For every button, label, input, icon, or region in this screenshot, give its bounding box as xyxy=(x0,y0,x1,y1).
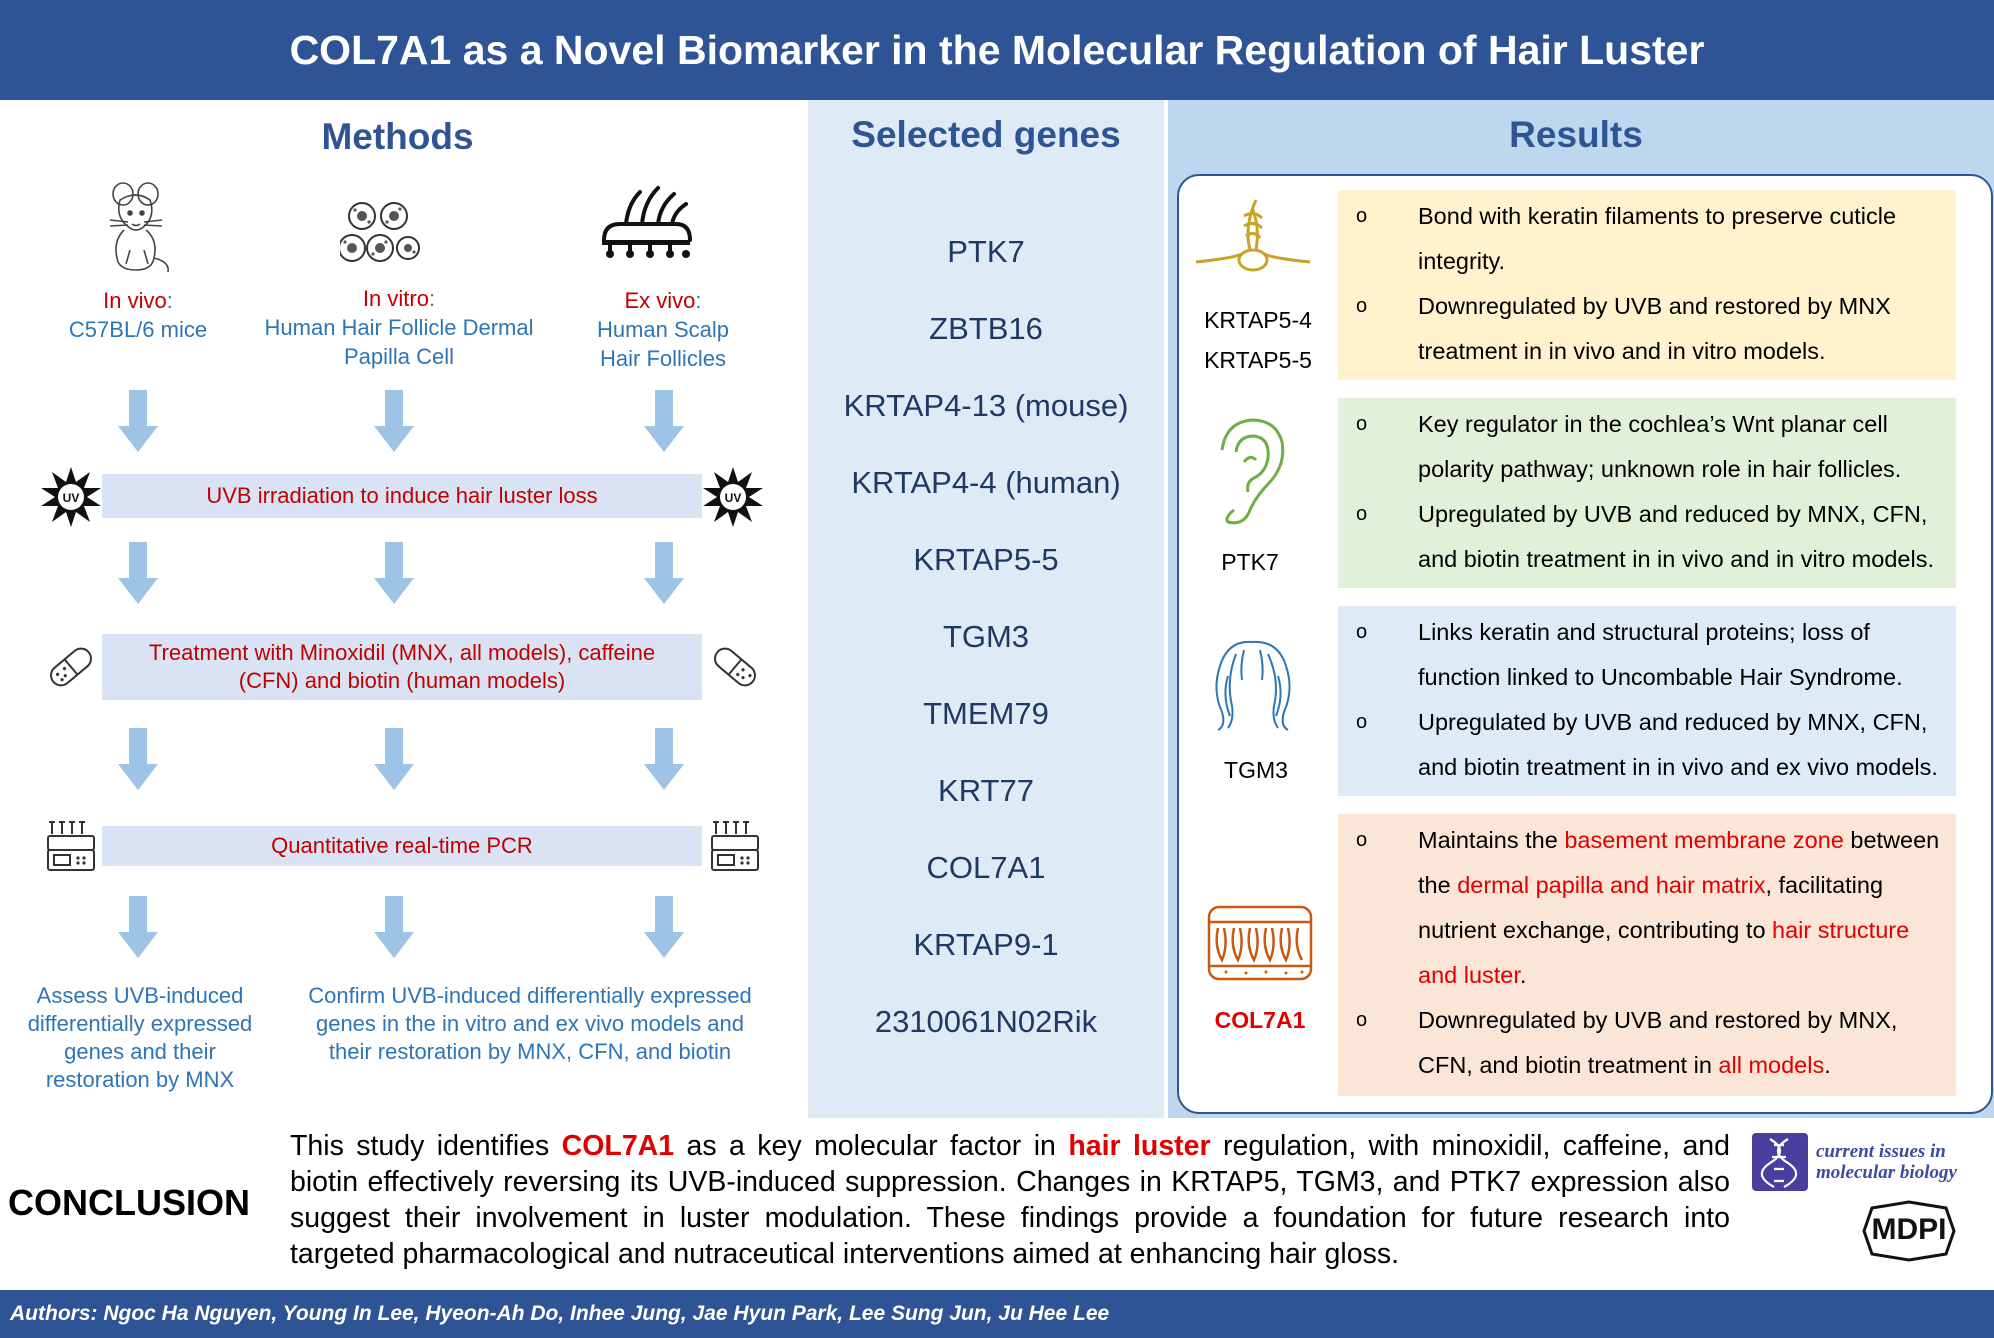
result-item xyxy=(1338,402,1956,492)
pill-icon xyxy=(44,640,98,694)
results-heading: Results xyxy=(1509,114,1643,155)
in-vivo-label xyxy=(40,286,236,344)
in-vivo-prefix: In vivo xyxy=(103,288,167,313)
text-run: as a key molecular factor in xyxy=(674,1130,1069,1162)
down-arrow xyxy=(374,896,414,958)
ear-icon xyxy=(1214,418,1290,526)
pcr-machine-icon xyxy=(708,818,762,874)
bullet-icon: o xyxy=(1356,621,1368,643)
ex-vivo-label xyxy=(575,286,751,373)
uv-icon-label: UV xyxy=(62,491,80,505)
gene-item: TGM3 xyxy=(942,619,1030,654)
result-text: Links keratin and structural proteins; loss of function linked to Uncombable Hair Syndrome. xyxy=(1418,619,1903,690)
gene-item: KRT77 xyxy=(938,773,1034,808)
methods-heading: Methods xyxy=(321,116,474,157)
ex-vivo-colon: : xyxy=(695,288,702,313)
tgm3-result-box xyxy=(1338,606,1956,796)
text-run: Downregulated by UVB and restored by MNX, CFN, and biotin treatment in xyxy=(1418,1007,1898,1078)
gene-item: ZBTB16 xyxy=(929,311,1043,346)
result-text: Key regulator in the cochlea’s Wnt planar cell polarity pathway; unknown role in hair follicles. xyxy=(1418,411,1902,482)
step-uvb-irradiation: UVB irradiation to induce hair luster loss xyxy=(102,474,702,518)
down-arrow xyxy=(644,728,684,790)
gene-item: KRTAP9-1 xyxy=(913,927,1059,962)
conclusion-text xyxy=(290,1128,1730,1272)
dna-icon xyxy=(1752,1133,1808,1191)
in-vitro-colon: : xyxy=(428,286,436,311)
text-run: . xyxy=(1519,962,1527,988)
ptk7-label: PTK7 xyxy=(1221,549,1279,575)
gene-item: KRTAP4-4 (human) xyxy=(851,465,1121,500)
journal-name-line1: current issues in xyxy=(1816,1141,1946,1162)
gene-item: KRTAP5-5 xyxy=(913,542,1059,577)
bullet-icon: o xyxy=(1356,413,1368,435)
down-arrow xyxy=(118,728,158,790)
outcome-in-vitro-ex-vivo: Confirm UVB-induced differentially expressed genes in the in vitro and ex vivo models and their restoration by MNX, CFN, and biotin xyxy=(308,983,752,1064)
highlight-all-models: all models xyxy=(1718,1052,1825,1078)
result-text: Bond with keratin filaments to preserve cuticle integrity. xyxy=(1418,203,1897,274)
text-run: , facilitating nutrient exchange, contributing to xyxy=(1418,872,1884,943)
down-arrow xyxy=(374,728,414,790)
highlight-col7a1: COL7A1 xyxy=(561,1130,675,1162)
authors-bar: Authors: Ngoc Ha Nguyen, Young In Lee, Hyeon-Ah Do, Inhee Jung, Jae Hyun Park, Lee Sung Jun, Ju Hee Lee xyxy=(0,1290,1994,1338)
outcome-in-vivo: Assess UVB-induced differentially expressed genes and their restoration by MNX xyxy=(27,983,253,1092)
krtap-label-1: KRTAP5-4 xyxy=(1204,307,1312,333)
result-text: Upregulated by UVB and reduced by MNX, CFN, and biotin treatment in in vivo and ex vivo models. xyxy=(1418,709,1938,780)
uv-icon xyxy=(40,466,102,528)
bullet-icon: o xyxy=(1356,503,1368,525)
step-treatment: Treatment with Minoxidil (MNX, all models), caffeine (CFN) and biotin (human models) xyxy=(102,634,702,700)
text-run: . xyxy=(1824,1052,1831,1078)
down-arrow xyxy=(118,542,158,604)
uv-icon xyxy=(702,466,764,528)
in-vivo-colon: : xyxy=(166,288,173,313)
down-arrow xyxy=(644,542,684,604)
krtap-result-box xyxy=(1338,190,1956,380)
scalp-hair-follicles-icon xyxy=(598,182,694,264)
result-text xyxy=(1418,818,1956,998)
highlight-dermal-papilla: dermal papilla and hair matrix xyxy=(1457,872,1766,898)
krtap-labels xyxy=(1188,300,1328,380)
in-vitro-desc: Human Hair Follicle Dermal Papilla Cell xyxy=(264,315,534,369)
cell-culture-icon xyxy=(340,200,420,268)
highlight-hair-structure: hair structure and luster xyxy=(1418,917,1910,988)
result-item xyxy=(1338,818,1956,998)
gene-item: COL7A1 xyxy=(926,850,1046,885)
text-run: This study identifies xyxy=(290,1130,562,1162)
result-item xyxy=(1338,492,1956,582)
mdpi-logo xyxy=(1860,1200,1958,1262)
result-item xyxy=(1338,610,1956,700)
text-run: between the xyxy=(1418,827,1940,898)
mouse-icon xyxy=(90,180,180,275)
bullet-icon: o xyxy=(1356,205,1368,227)
gene-item: 2310061N02Rik xyxy=(874,1004,1098,1039)
down-arrow xyxy=(644,390,684,452)
col7a1-result-box xyxy=(1338,814,1956,1096)
down-arrow xyxy=(644,896,684,958)
page-title: COL7A1 as a Novel Biomarker in the Molecular Regulation of Hair Luster xyxy=(0,0,1994,100)
result-text xyxy=(1418,998,1956,1088)
ex-vivo-desc: Human Scalp Hair Follicles xyxy=(596,317,730,371)
bullet-icon: o xyxy=(1356,829,1368,851)
result-item xyxy=(1338,700,1956,790)
text-run: Maintains the xyxy=(1418,827,1565,853)
text-run: regulation, with minoxidil, caffeine, and biotin effectively reversing its UVB-induced suppression. Changes in KRTAP5, TGM3, and PTK7 expression also suggest their involvement in luster modulation. These findings provide a foundation for future research into targeted pharmacological and nutraceutical interventions aimed at enhancing hair gloss. xyxy=(290,1130,1730,1270)
gene-item: TMEM79 xyxy=(923,696,1049,731)
journal-name-line2: molecular biology xyxy=(1816,1162,1957,1183)
krtap-label-2: KRTAP5-5 xyxy=(1204,347,1312,373)
result-item xyxy=(1338,284,1956,374)
gene-item: PTK7 xyxy=(947,234,1025,269)
pill-icon xyxy=(708,640,762,694)
step-qpcr: Quantitative real-time PCR xyxy=(102,826,702,866)
in-vitro-label xyxy=(254,284,544,371)
down-arrow xyxy=(374,542,414,604)
conclusion-label: CONCLUSION xyxy=(8,1182,250,1223)
tgm3-label: TGM3 xyxy=(1224,757,1288,783)
pcr-machine-icon xyxy=(44,818,98,874)
down-arrow xyxy=(118,896,158,958)
journal-logo xyxy=(1752,1132,1992,1192)
result-item xyxy=(1338,194,1956,284)
result-item xyxy=(1338,998,1956,1088)
hair-icon xyxy=(1208,636,1298,732)
ex-vivo-prefix: Ex vivo xyxy=(624,288,696,313)
skin-layer-icon xyxy=(1206,904,1314,982)
result-text: Upregulated by UVB and reduced by MNX, CFN, and biotin treatment in in vivo and in vitro models. xyxy=(1418,501,1934,572)
gene-item: KRTAP4-13 (mouse) xyxy=(843,388,1129,423)
highlight-basement-membrane: basement membrane zone xyxy=(1564,827,1844,853)
down-arrow xyxy=(118,390,158,452)
selected-genes-heading: Selected genes xyxy=(851,114,1121,155)
ptk7-result-box xyxy=(1338,398,1956,588)
bullet-icon: o xyxy=(1356,711,1368,733)
result-text: Downregulated by UVB and restored by MNX treatment in in vivo and in vitro models. xyxy=(1418,293,1891,364)
down-arrow xyxy=(374,390,414,452)
hair-follicle-icon xyxy=(1194,196,1312,292)
bullet-icon: o xyxy=(1356,1009,1368,1031)
in-vitro-prefix: In vitro xyxy=(362,286,429,311)
uv-icon-label: UV xyxy=(724,491,742,505)
in-vivo-desc: C57BL/6 mice xyxy=(68,317,208,342)
highlight-hair-luster: hair luster xyxy=(1068,1130,1211,1162)
col7a1-label: COL7A1 xyxy=(1214,1007,1306,1033)
bullet-icon: o xyxy=(1356,295,1368,317)
mdpi-text: MDPI xyxy=(1871,1213,1947,1246)
